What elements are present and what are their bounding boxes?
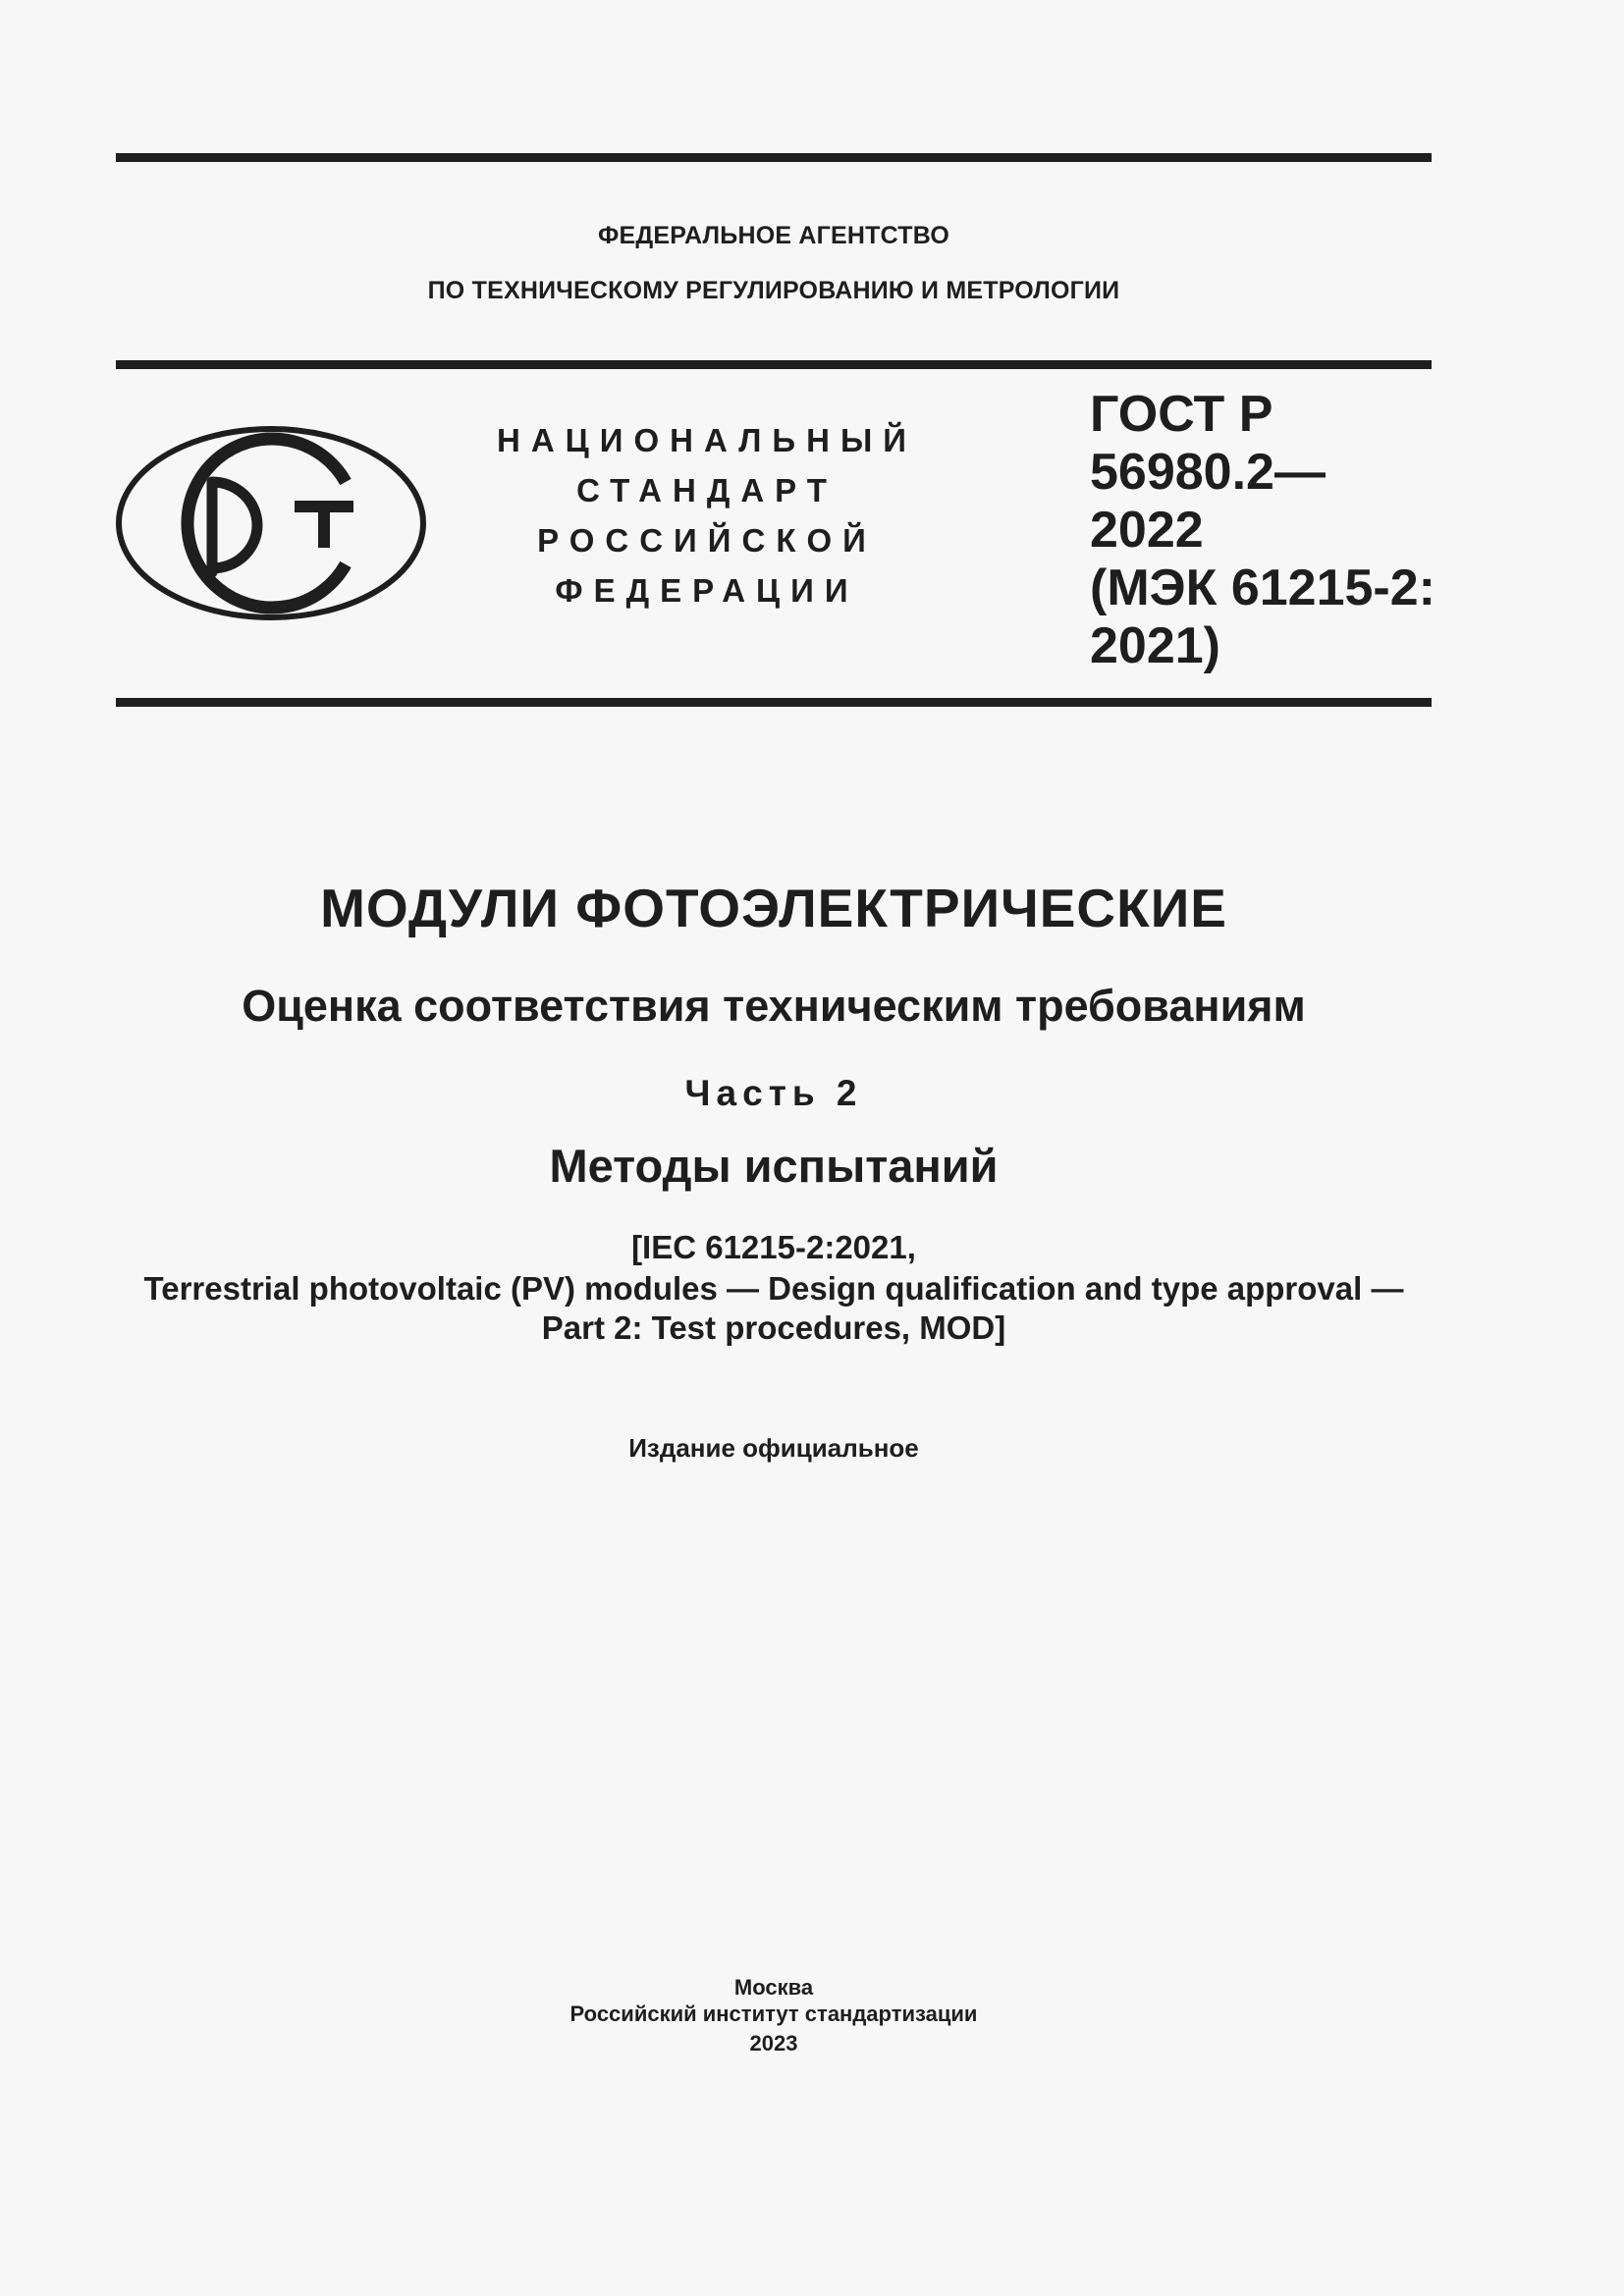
national-standard-line-1: НАЦИОНАЛЬНЫЙ	[497, 422, 917, 458]
national-standard-line-2: СТАНДАРТ	[576, 472, 838, 508]
national-standard-line-3: РОССИЙСКОЙ	[537, 522, 877, 559]
publisher-name: Российский институт стандартизации	[569, 2002, 978, 2026]
publication-city: Москва	[733, 1975, 814, 2000]
reference-line-2: Terrestrial photovoltaic (PV) modules — Design qualification and type approval —	[143, 1270, 1404, 1307]
part-title: Методы испытаний	[549, 1140, 999, 1192]
rst-logo	[114, 425, 428, 621]
publication-year: 2023	[749, 2031, 798, 2056]
agency-name-line-1: ФЕДЕРАЛЬНОЕ АГЕНТСТВО	[598, 222, 949, 249]
designation-line-2: 56980.2—	[1090, 444, 1326, 501]
top-rule	[116, 153, 1432, 162]
rst-certification-mark-icon	[114, 425, 428, 621]
national-standard-line-4: ФЕДЕРАЦИИ	[555, 572, 859, 609]
agency-name-line-2: ПО ТЕХНИЧЕСКОМУ РЕГУЛИРОВАНИЮ И МЕТРОЛОГИИ	[427, 277, 1120, 304]
document-title: МОДУЛИ ФОТОЭЛЕКТРИЧЕСКИЕ	[320, 878, 1227, 938]
designation-line-1: ГОСТ Р	[1090, 386, 1273, 443]
designation-line-5: 2021)	[1090, 617, 1220, 674]
standard-designation	[1090, 386, 1443, 675]
designation-divider-rule	[116, 698, 1432, 707]
document-subtitle: Оценка соответствия техническим требованиям	[242, 981, 1306, 1031]
part-number: Часть 2	[684, 1073, 863, 1113]
designation-line-3: 2022	[1090, 502, 1204, 559]
reference-line-3: Part 2: Test procedures, MOD]	[541, 1309, 1006, 1346]
header-divider-rule	[116, 360, 1432, 369]
designation-line-4: (МЭК 61215-2:	[1090, 560, 1435, 616]
reference-line-1: [IEC 61215-2:2021,	[631, 1229, 916, 1265]
edition-label: Издание официальное	[628, 1433, 919, 1463]
